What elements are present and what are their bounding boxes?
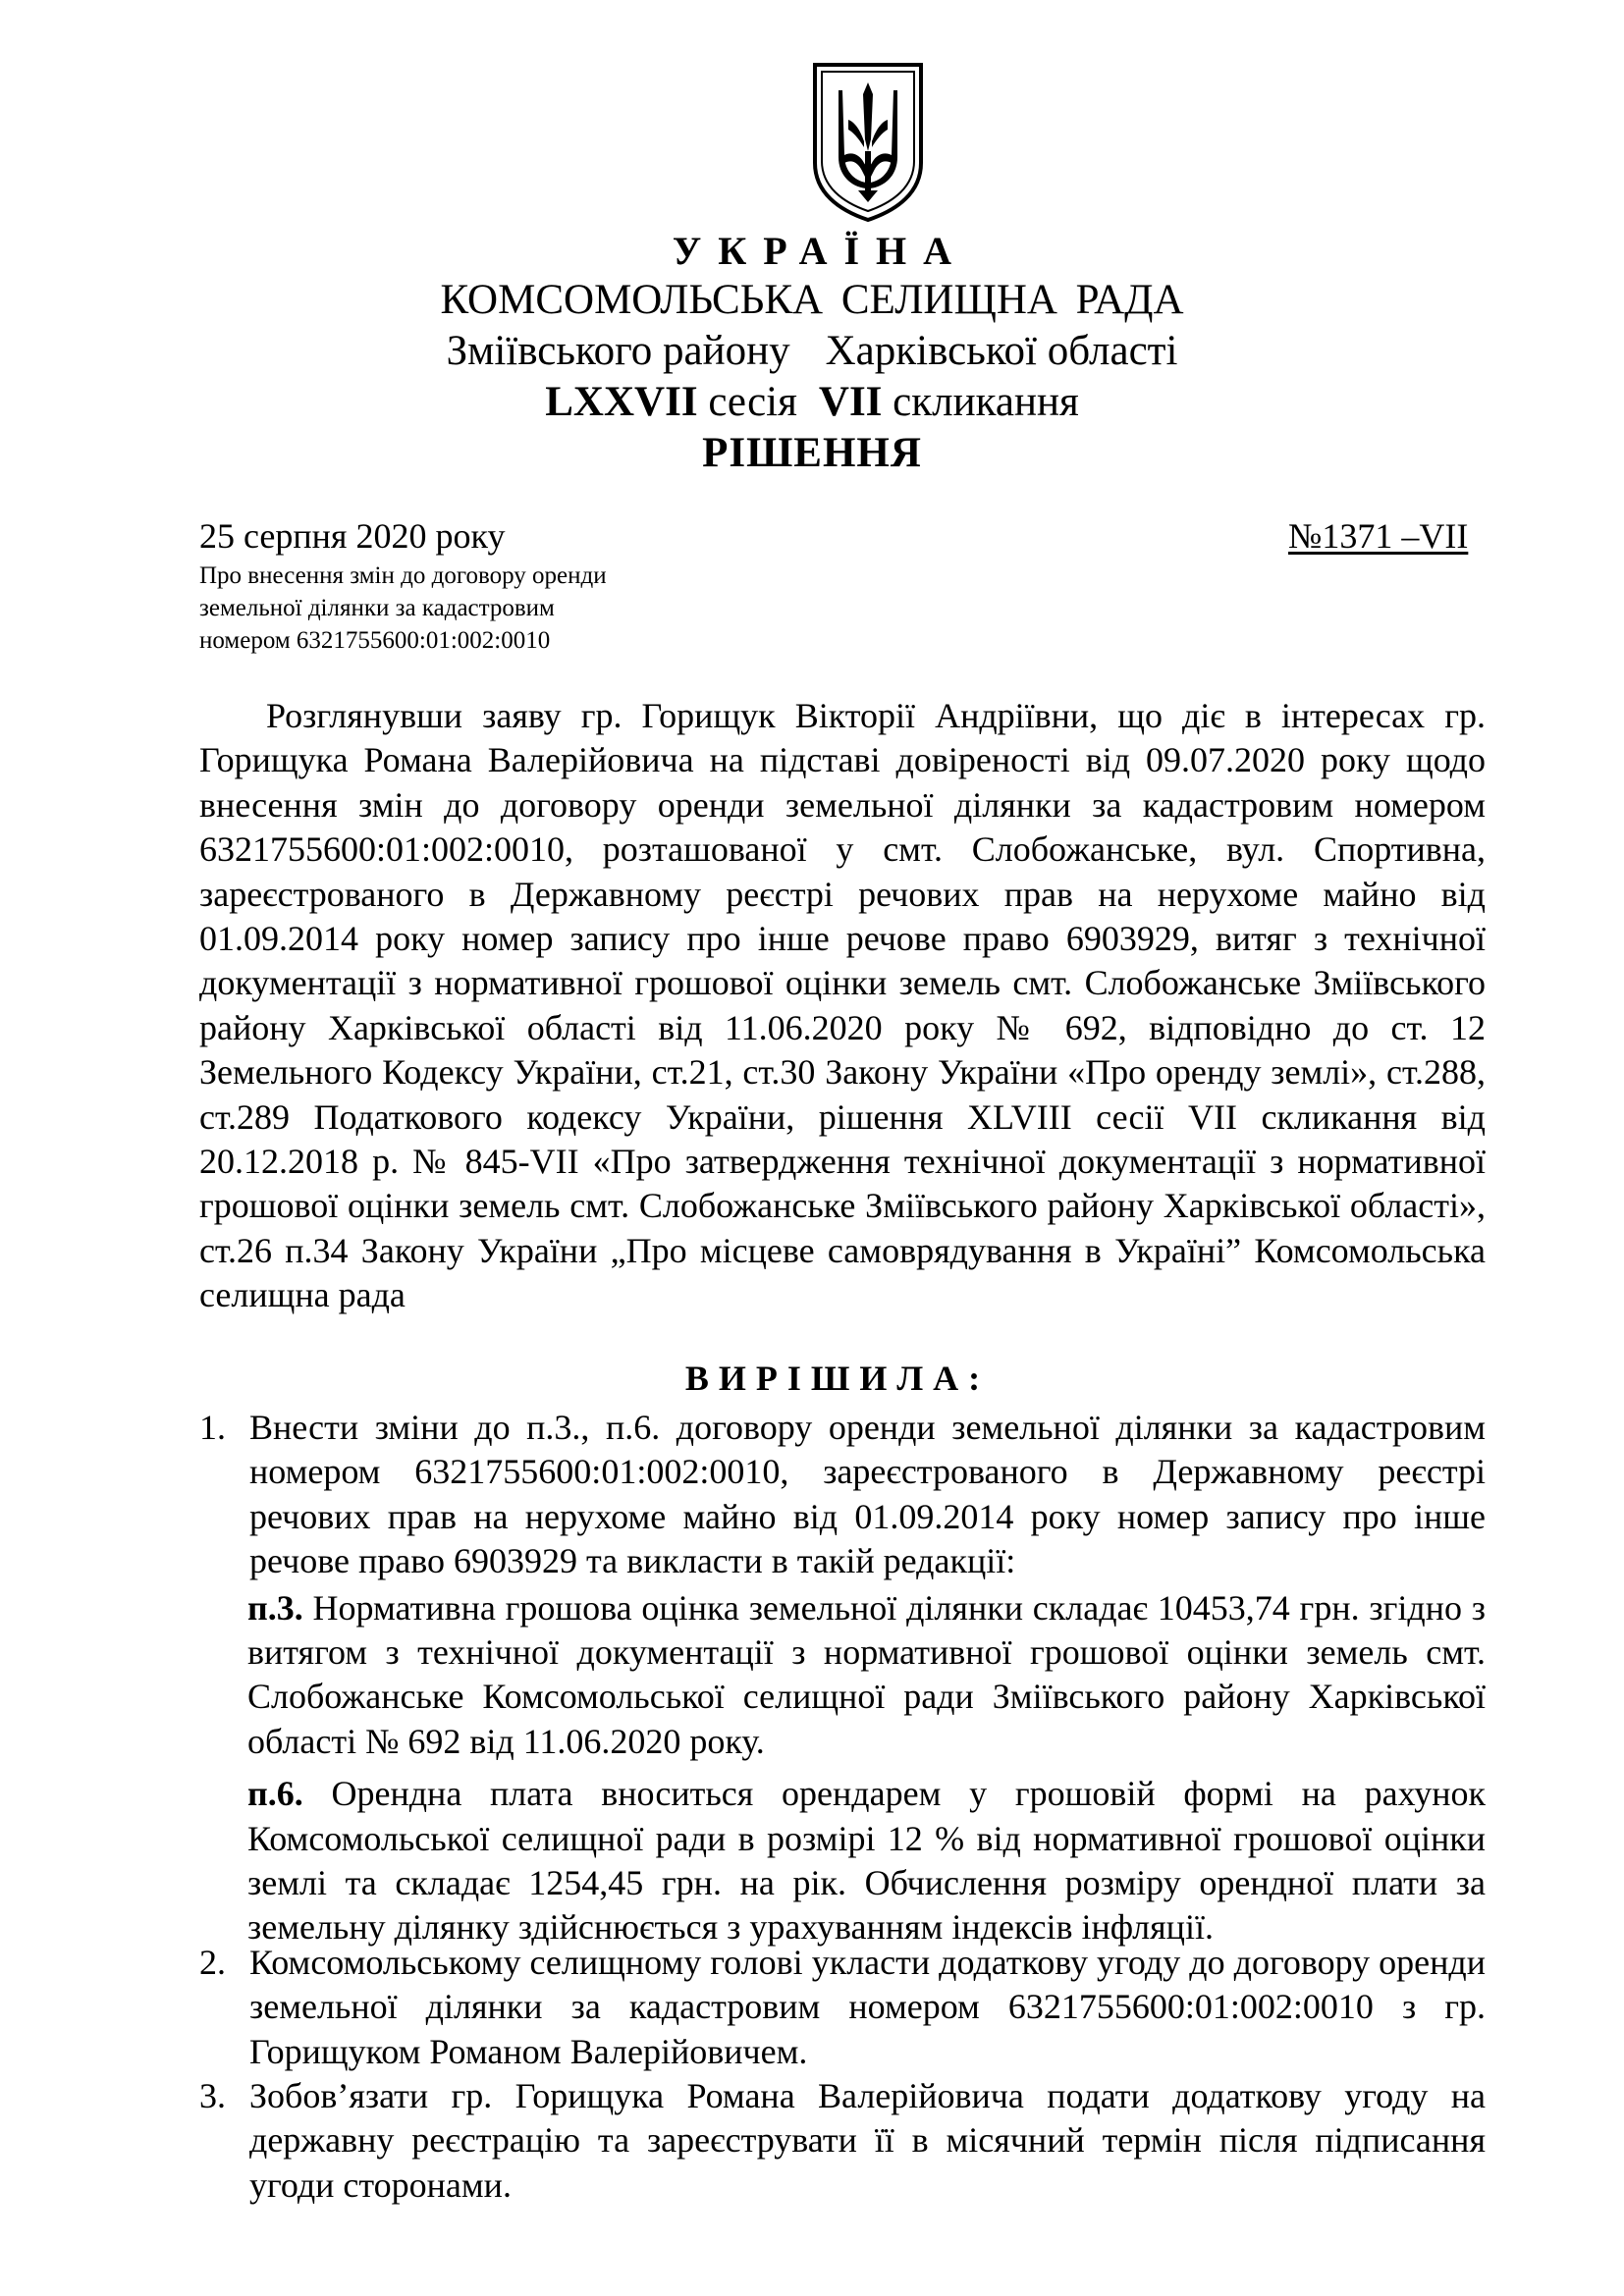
session-roman: LXXVII bbox=[545, 379, 698, 425]
session-word: сесія bbox=[708, 379, 797, 425]
region-name: Харківської області bbox=[825, 328, 1178, 374]
council-title: КОМСОМОЛЬСЬКА СЕЛИЩНА РАДА bbox=[440, 277, 1184, 323]
item-text: Внести зміни до п.3., п.6. договору оренди земельної ділянки за кадастровим номером 6321755600:01:002:0010, зареєстрованого в Державному реєстрі речових прав на нерухоме майно від 01.09.2014 року номер запису про інше речове право 6903929 та викласти в такій редакції: bbox=[249, 1408, 1486, 1581]
clause-label: п.6. bbox=[247, 1774, 303, 1814]
item-number: 3. bbox=[199, 2076, 226, 2115]
clause-label: п.3. bbox=[247, 1587, 303, 1628]
convocation-roman: VII bbox=[818, 379, 883, 425]
subject-line: земельної ділянки за кадастровим bbox=[199, 595, 555, 621]
clause-text: Орендна плата вноситься орендарем у грошовій формі на рахунок Комсомольської селищної ради в розмірі 12 % від нормативної грошової оцінки землі та складає 1254,45 грн. на рік. Обчислення розміру орендної плати за земельну ділянку здійснюється з урахуванням індексів інфляції. bbox=[247, 1774, 1486, 1948]
item-text: Комсомольському селищному голові укласти додаткову угоду до договору оренди земельної ділянки за кадастровим номером 6321755600:01:002:0010 з гр. Горищуком Романом Валерійовичем. bbox=[249, 1943, 1486, 2071]
clause-text: Нормативна грошова оцінка земельної ділянки складає 10453,74 грн. згідно з витягом з технічної документації з нормативної грошової оцінки земель смт. Слобожанське Комсомольської селищної ради Зміївського району Харківської області № 692 від 11.06.2020 року. bbox=[247, 1587, 1486, 1761]
district-name: Зміївського району bbox=[446, 328, 790, 374]
session-line bbox=[0, 378, 1624, 426]
subject-line: номером 6321755600:01:002:0010 bbox=[199, 627, 551, 654]
item-number: 2. bbox=[199, 1943, 226, 1982]
country-title: УКРАЇНА bbox=[672, 229, 969, 273]
coat-of-arms-icon bbox=[809, 61, 927, 224]
resolved-heading: ВИРІШИЛА: bbox=[684, 1359, 991, 1398]
district-line bbox=[0, 327, 1624, 375]
item-number: 1. bbox=[199, 1408, 226, 1447]
resolution-item bbox=[199, 2074, 1486, 2208]
resolution-item bbox=[199, 1406, 1486, 1950]
decision-date: 25 серпня 2020 року bbox=[199, 516, 506, 556]
clause-p3 bbox=[247, 1586, 1486, 1765]
decision-subject bbox=[199, 560, 749, 657]
resolution-item bbox=[199, 1941, 1486, 2074]
subject-line: Про внесення змін до договору оренди bbox=[199, 562, 607, 589]
decision-number: №1371 –VII bbox=[1288, 516, 1469, 556]
convocation-word: скликання bbox=[893, 379, 1079, 425]
clause-p6 bbox=[247, 1772, 1486, 1950]
item-text: Зобов’язати гр. Горищука Романа Валерійовича подати додаткову угоду на державну реєстрацію та зареєструвати її в місячний термін після підписання угоди сторонами. bbox=[249, 2076, 1486, 2205]
decision-title: РІШЕННЯ bbox=[702, 430, 922, 476]
preamble-paragraph: Розглянувши заяву гр. Горищук Вікторії Андріївни, що діє в інтересах гр. Горищука Романа Валерійовича на підставі довіреності від 09.07.2020 року щодо внесення змін до договору оренди земельної ділянки за кадастровим номером 6321755600:01:002:0010, розташованої у смт. Слобожанське, вул. Спортивна, зареєстрованого в Державному реєстрі речових прав на нерухоме майно від 01.09.2014 року номер запису про інше речове право 6903929, витяг з технічної документації з нормативної грошової оцінки земель смт. Слобожанське Зміївського району Харківської області від 11.06.2020 року № 692, відповідно до ст. 12 Земельного Кодексу України, ст.21, ст.30 Закону України «Про оренду землі», ст.288, ст.289 Податкового кодексу України, рішення XLVIII сесії VII скликання від 20.12.2018 р. № 845-VII «Про затвердження технічної документації з нормативної грошової оцінки земель смт. Слобожанське Зміївського району Харківської області», ст.26 п.34 Закону України „Про місцеве самоврядування в Україні” Комсомольська селищна рада bbox=[199, 696, 1486, 1315]
